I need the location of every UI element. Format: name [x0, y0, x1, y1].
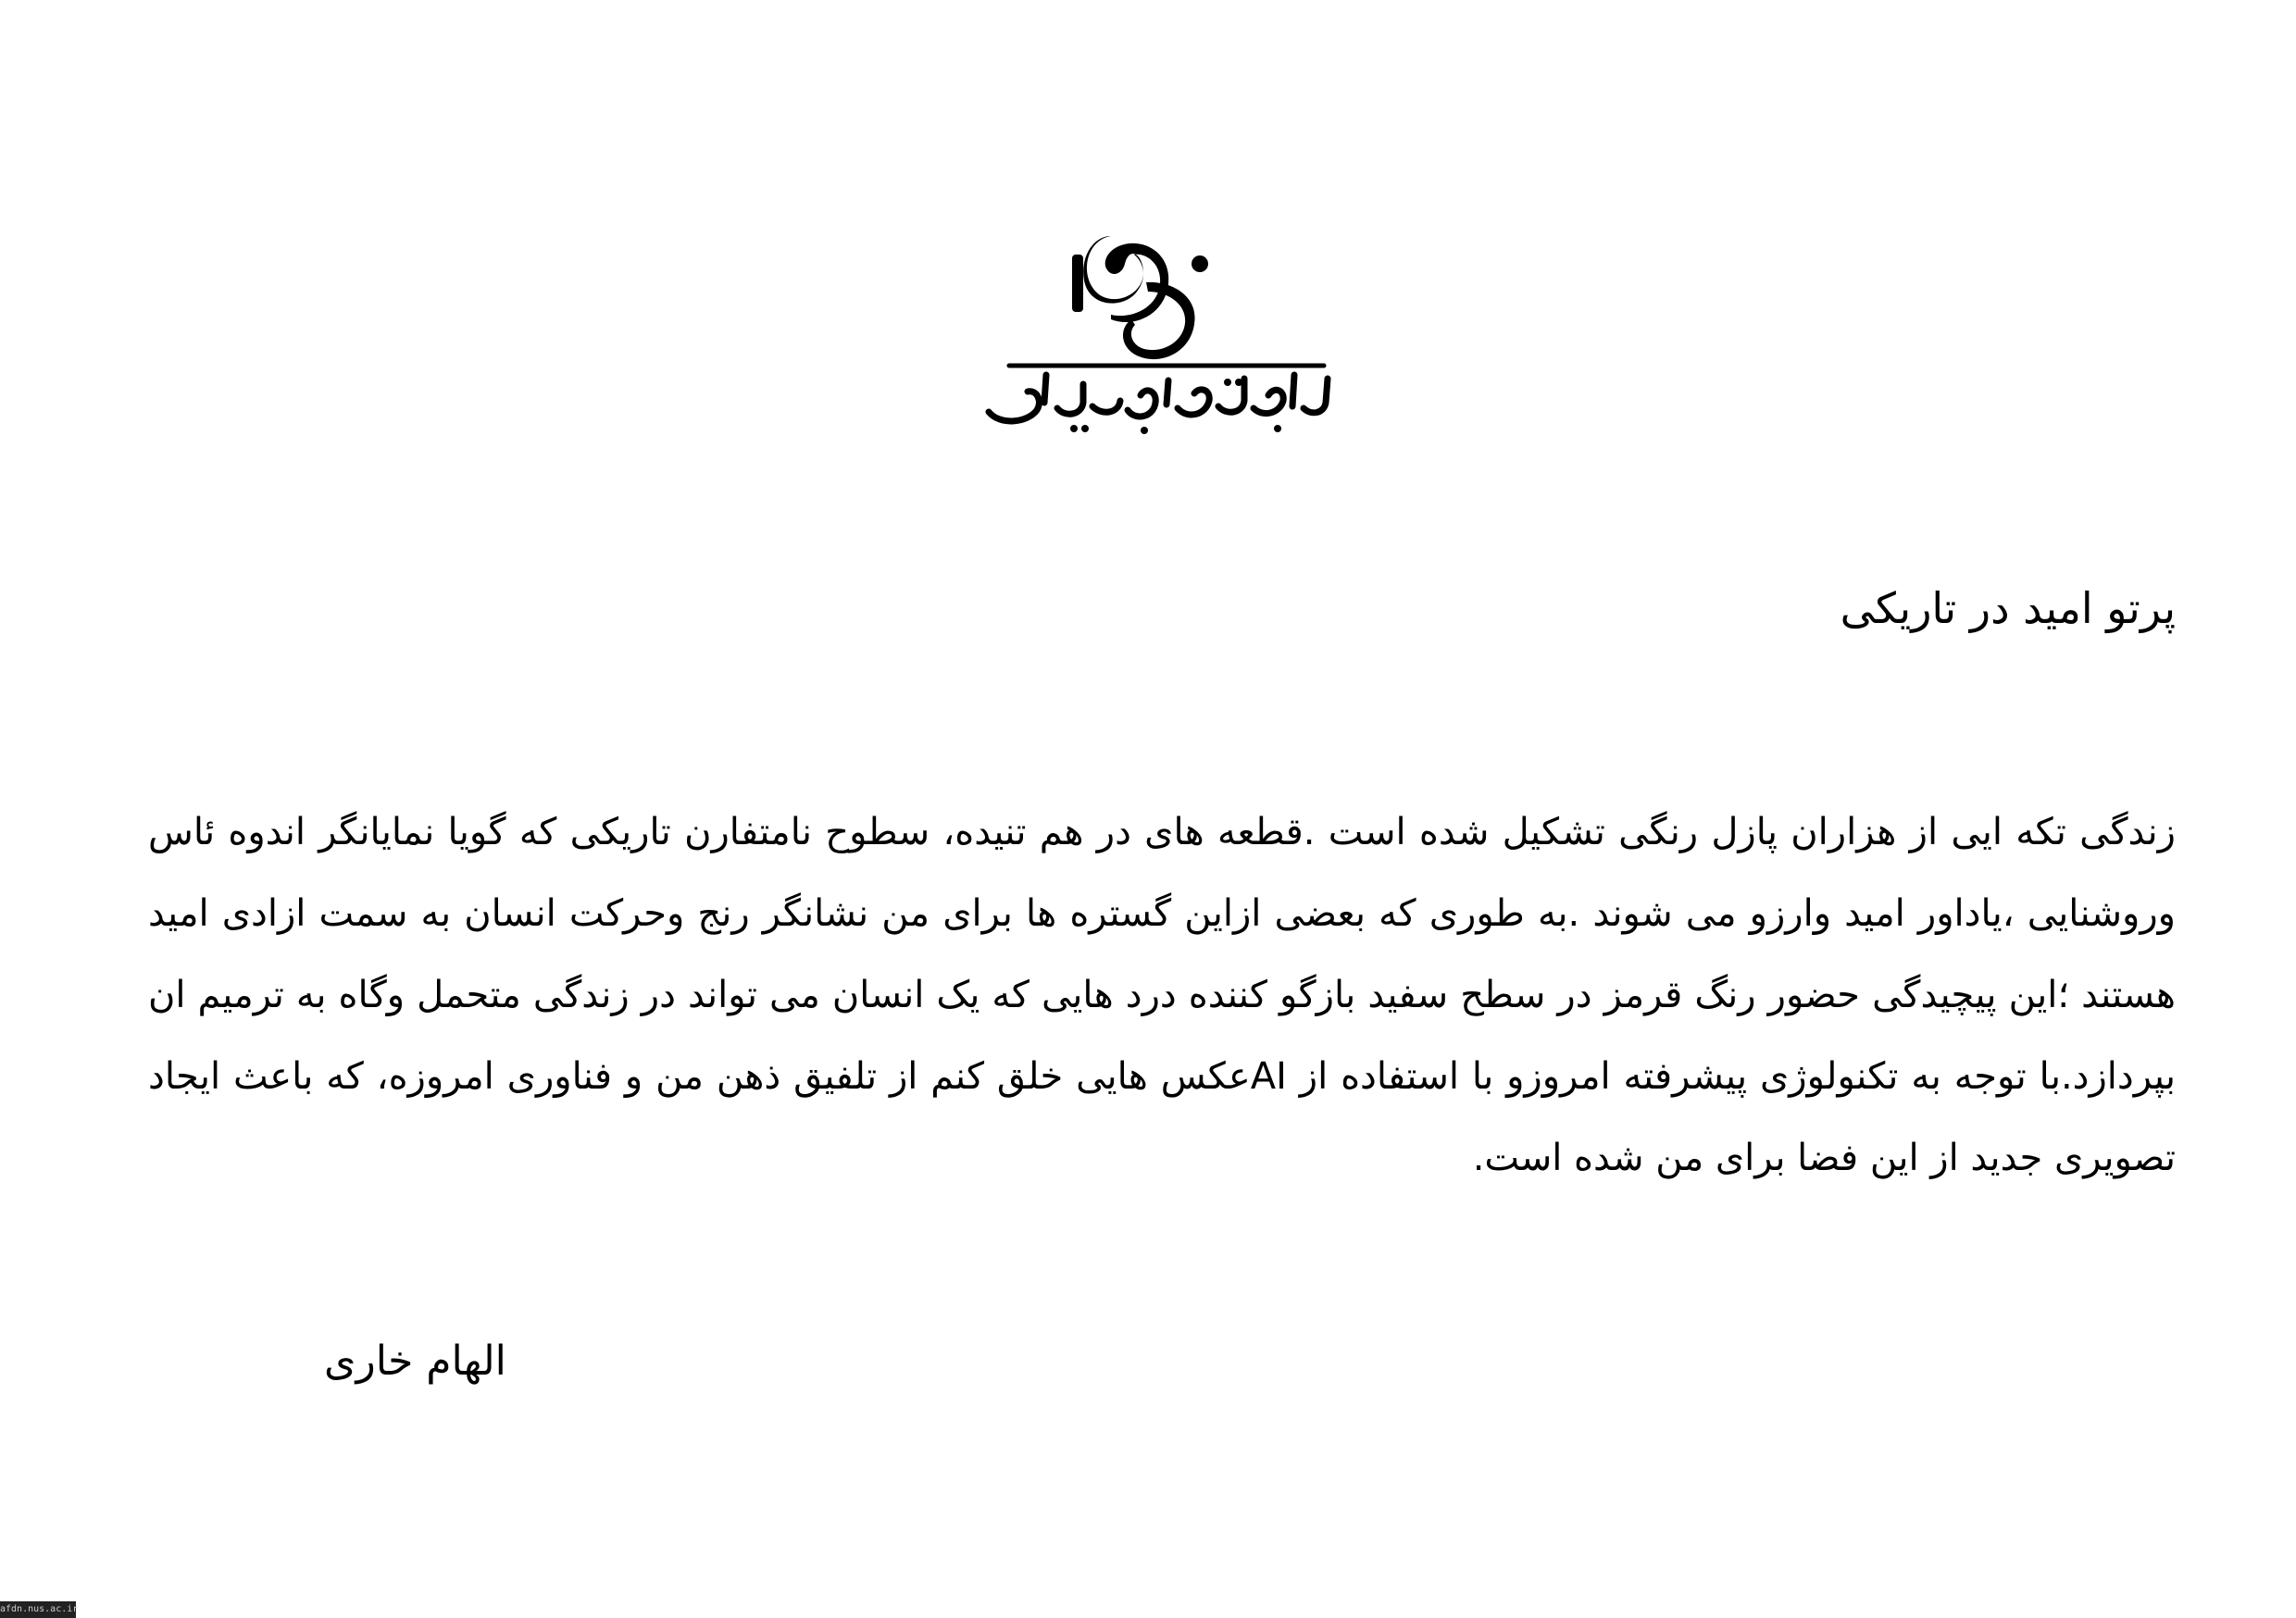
document-title: پرتو امید در تاریکی: [1840, 583, 2176, 633]
author-name: الهام خاری: [324, 1338, 506, 1385]
site-watermark: afdn.nus.ac.ir: [0, 1601, 76, 1618]
university-emblem-icon: [972, 227, 1342, 440]
university-logo: [972, 227, 1342, 440]
document-body: زندگی تکه ایی از هزاران پازل رنگی تشکیل شده است .قطعه های در هم تنیده، سطوح نامتفارن تاریکی که گویا نمایانگر اندوه ئاس وروشنایی ،یاداور امید وارزو می شوند .به طوری که بعضی ازاین گستره ها برای من نشانگر رنج وحرکت انسان به سمت ازادی امید هستند ؛این پیچیدگی حضور رنگ قرمز در سطح سفید بازگو کننده درد هایی که یک انسان می تواند در زندگی متحمل وگاه به ترمیم ان بپردازد.با توجه به تکنولوژی پیشرفته امروزو با استفاده از AIعکس هایی خلق کنم از تلفیق ذهن من و فناوری امروزه، که باعث ایجاد تصویری جدید از این فضا برای من شده است.: [148, 811, 2176, 1179]
